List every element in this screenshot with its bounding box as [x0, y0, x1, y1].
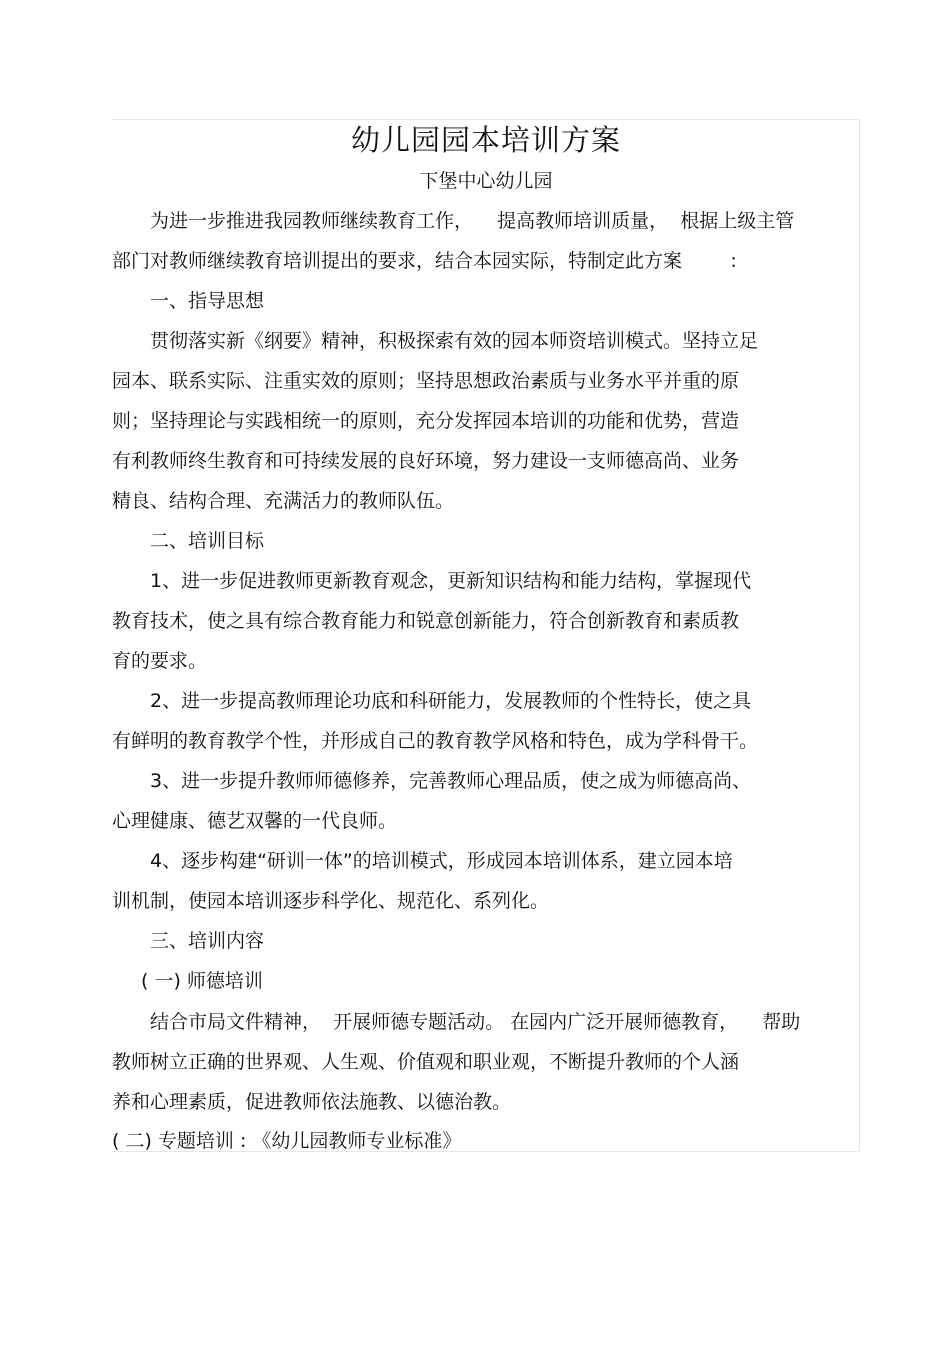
- paragraph-line: 教育技术，使之具有综合教育能力和锐意创新能力，符合创新教育和素质教: [112, 610, 740, 632]
- intro-line-2: 部门对教师继续教育培训提出的要求，结合本园实际，特制定此方案 :: [112, 250, 737, 272]
- section-heading-training-goals: 二、培训目标: [150, 530, 265, 552]
- paragraph-line: 贯彻落实新《纲要》精神，积极探索有效的园本师资培训模式。坚持立足: [150, 330, 759, 352]
- paragraph-line: 结合市局文件精神， 开展师德专题活动。 在园内广泛开展师德教育， 帮助: [150, 1011, 801, 1033]
- paragraph-line: 精良、结构合理、充满活力的教师队伍。: [112, 490, 455, 512]
- intro-line-1: 为进一步推进我园教师继续教育工作， 提高教师培训质量， 根据上级主管: [150, 210, 795, 232]
- paragraph-line: 有利教师终生教育和可持续发展的良好环境，努力建设一支师德高尚、业务: [112, 450, 740, 472]
- paragraph-line: 心理健康、德艺双馨的一代良师。: [112, 810, 398, 832]
- paragraph-line: 园本、联系实际、注重实效的原则；坚持思想政治素质与业务水平并重的原: [112, 370, 740, 392]
- subsection-heading-special-training: ( 二) 专题培训 : 《幼儿园教师专业标准》: [112, 1130, 462, 1152]
- section-heading-guiding-ideology: 一、指导思想: [150, 290, 265, 312]
- paragraph-line: 有鲜明的教育教学个性，并形成自己的教育教学风格和特色，成为学科骨干。: [112, 730, 759, 752]
- paragraph-line: 教师树立正确的世界观、人生观、价值观和职业观，不断提升教师的个人涵: [112, 1051, 740, 1073]
- document-title: 幼儿园园本培训方案: [350, 123, 621, 157]
- document-subtitle: 下堡中心幼儿园: [419, 170, 553, 192]
- paragraph-line: 训机制，使园本培训逐步科学化、规范化、系列化。: [112, 890, 550, 912]
- section-heading-training-content: 三、培训内容: [150, 930, 265, 952]
- paragraph-line: 2、进一步提高教师理论功底和科研能力，发展教师的个性特长，使之具: [150, 690, 752, 712]
- paragraph-line: 则；坚持理论与实践相统一的原则，充分发挥园本培训的功能和优势，营造: [112, 410, 740, 432]
- paragraph-line: 3、进一步提升教师师德修养，完善教师心理品质，使之成为师德高尚、: [150, 770, 752, 792]
- paragraph-line: 1、进一步促进教师更新教育观念，更新知识结构和能力结构，掌握现代: [150, 570, 752, 592]
- paragraph-line: 养和心理素质，促进教师依法施教、以德治教。: [112, 1091, 512, 1113]
- subsection-heading-ethics: ( 一) 师德培训: [141, 970, 263, 992]
- paragraph-line: 4、逐步构建“研训一体”的培训模式，形成园本培训体系，建立园本培: [150, 850, 733, 872]
- paragraph-line: 育的要求。: [112, 650, 208, 672]
